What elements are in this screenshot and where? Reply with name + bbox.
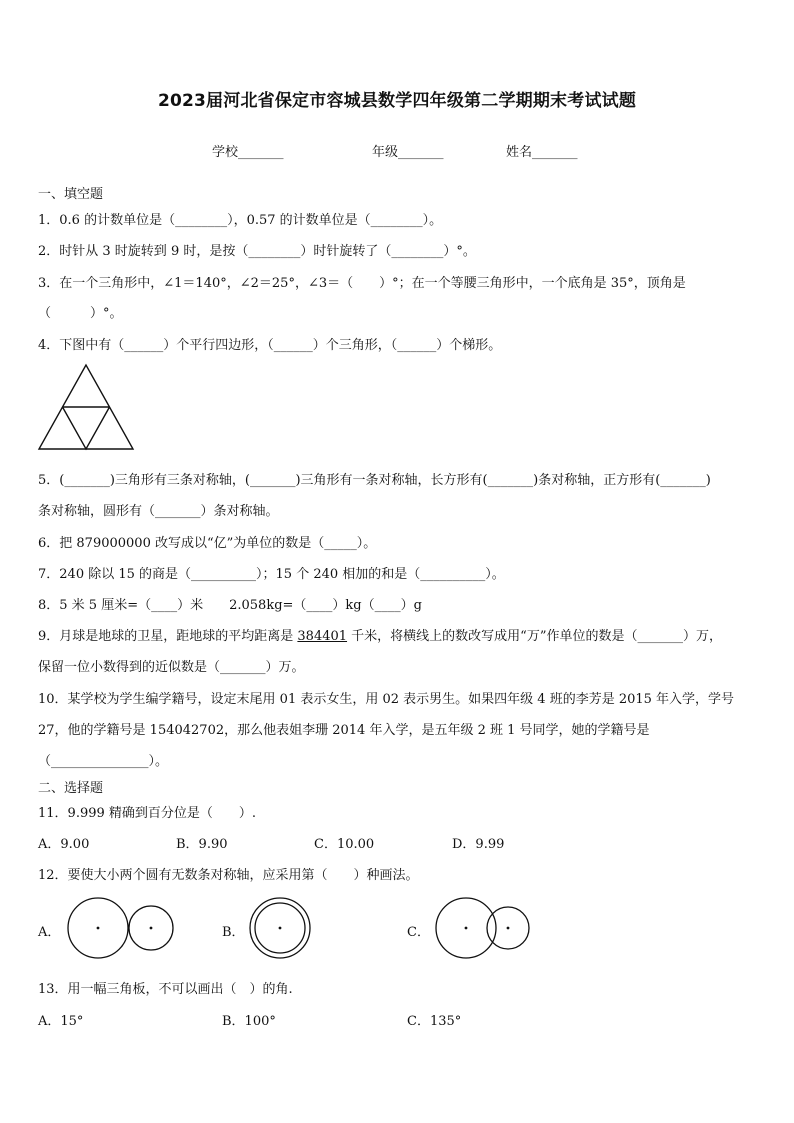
- two-separate-circles-figure: [64, 896, 178, 960]
- q13-option-b: B．100°: [222, 1014, 276, 1029]
- q12-option-a-label: A．: [38, 925, 61, 940]
- question-3-line-1: 3．在一个三角形中，∠1＝140°，∠2＝25°，∠3＝（ ）°；在一个等腰三角形中，一个底角是 35°，顶角是: [38, 276, 686, 291]
- question-13: 13．用一幅三角板，不可以画出（ ）的角.: [38, 982, 293, 997]
- question-5-line-1: 5．(_______)三角形有三条对称轴，(_______)三角形有一条对称轴，长方形有(_______)条对称轴，正方形有(_______): [38, 473, 711, 488]
- question-2: 2．时针从 3 时旋转到 9 时，是按（________）时针旋转了（________）°。: [38, 244, 476, 259]
- underlined-number: 384401: [297, 629, 348, 644]
- question-11: 11．9.999 精确到百分位是（ ）.: [38, 806, 257, 821]
- question-5-line-2: 条对称轴，圆形有（_______）条对称轴。: [38, 504, 279, 519]
- question-10-line-2: 27，他的学籍号是 154042702，那么他表姐李珊 2014 年入学，是五年级 2 班 1 号同学，她的学籍号是: [38, 723, 650, 738]
- section-fill-in-heading: 一、填空题: [38, 187, 104, 202]
- question-9-text-start: 9．月球是地球的卫星，距地球的平均距离是: [38, 629, 298, 644]
- school-field: 学校_______: [212, 145, 284, 160]
- q11-option-d: D．9.99: [452, 837, 505, 852]
- question-10-line-3: （_______________）。: [38, 754, 169, 769]
- question-9-line-1: [38, 625, 722, 644]
- concentric-circles-figure: [248, 896, 312, 960]
- question-6: 6．把 879000000 改写成以“亿”为单位的数是（_____）。: [38, 536, 377, 551]
- question-10-line-1: 10．某学校为学生编学籍号，设定末尾用 01 表示女生，用 02 表示男生。如果四年级 4 班的李芳是 2015 年入学，学号: [38, 692, 735, 707]
- q12-option-b-label: B．: [222, 925, 245, 940]
- question-9-text-end: 千米，将横线上的数改写成用“万”作单位的数是（_______）万，: [347, 629, 722, 644]
- question-4: 4．下图中有（______）个平行四边形，（______）个三角形，（______）个梯形。: [38, 338, 502, 353]
- question-1: 1．0.6 的计数单位是（________），0.57 的计数单位是（________）。: [38, 213, 443, 228]
- q13-option-a: A．15°: [38, 1014, 84, 1029]
- question-8: 8．5 米 5 厘米=（____）米 2.058kg=（____）kg（____）g: [38, 598, 422, 613]
- page-title: 2023届河北省保定市容城县数学四年级第二学期期末考试试题: [157, 91, 637, 111]
- question-12: 12．要使大小两个圆有无数条对称轴，应采用第（ ）种画法。: [38, 868, 419, 883]
- triangle-figure: [36, 362, 136, 452]
- q11-option-b: B．9.90: [176, 837, 228, 852]
- question-3-line-2: （ ）°。: [38, 306, 123, 321]
- section-choice-heading: 二、选择题: [38, 781, 104, 796]
- overlapping-circles-figure: [432, 896, 532, 960]
- grade-field: 年级_______: [372, 145, 444, 160]
- name-field: 姓名_______: [506, 145, 578, 160]
- question-9-line-2: 保留一位小数得到的近似数是（_______）万。: [38, 660, 305, 675]
- question-7: 7．240 除以 15 的商是（__________）；15 个 240 相加的和是（__________）。: [38, 567, 505, 582]
- q13-option-c: C．135°: [407, 1014, 462, 1029]
- q11-option-a: A．9.00: [38, 837, 90, 852]
- q12-option-c-label: C．: [407, 925, 430, 940]
- q11-option-c: C．10.00: [314, 837, 375, 852]
